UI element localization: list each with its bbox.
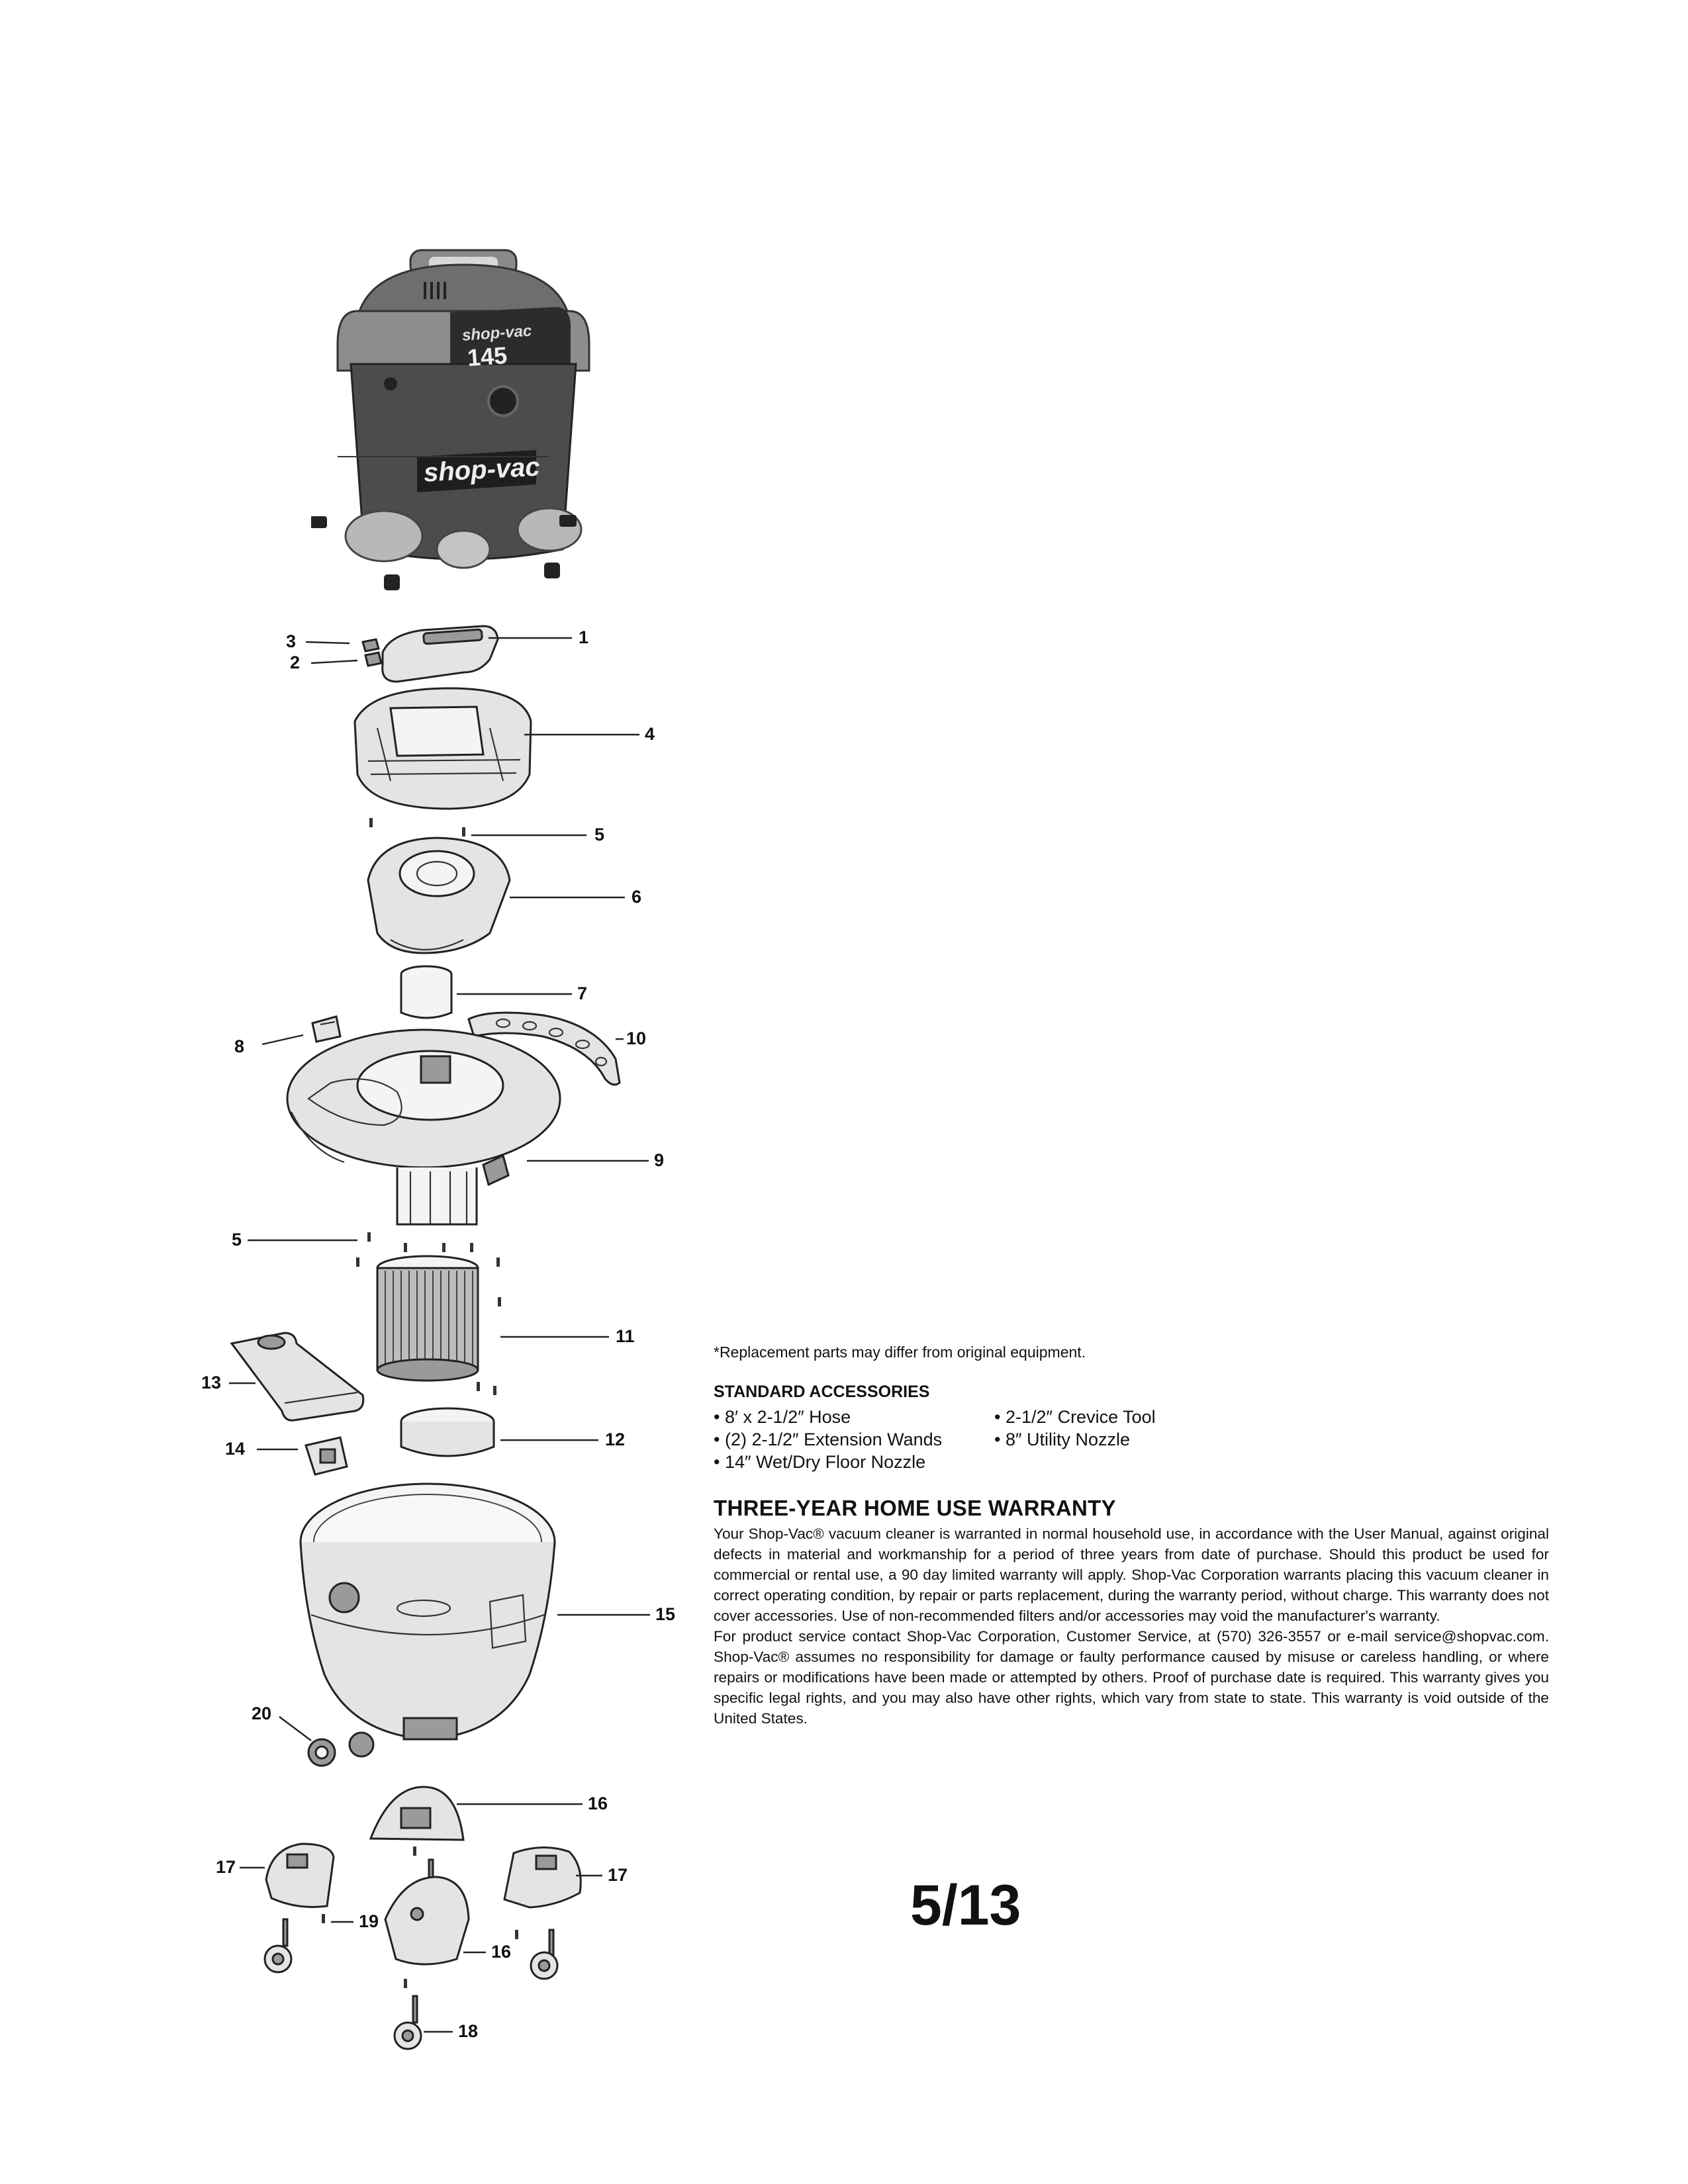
accessories-right-column	[994, 1406, 1156, 1473]
photo-capacity-unit: 5	[492, 341, 508, 370]
standard-accessories	[714, 1383, 1549, 1473]
right-column	[714, 1343, 1549, 1729]
part-20-drain-cap	[308, 1739, 335, 1766]
part-18-caster-bottom	[395, 1996, 421, 2049]
part-6-motor	[368, 838, 510, 953]
part-15-tank	[301, 1484, 555, 1756]
callout-11: 11	[616, 1326, 635, 1346]
part-9-filter-cage	[397, 1167, 477, 1224]
callout-10: 10	[626, 1028, 647, 1048]
warranty-paragraph-2: For product service contact Shop-Vac Corporation, Customer Service, at (570) 326-3557 or e-mail service@shopvac.com. Shop-Vac® assumes no responsibility for damage or faulty performance caused by misuse or careless handling, or where repairs or modifications have been made or attempted by others. Proof of purchase date is required. This warranty gives you specific legal rights, and you may also have other rights, which vary from state to state. This warranty is void outside of the United States.	[714, 1628, 1549, 1727]
part-4-motor-cover	[355, 688, 531, 809]
page-number: 5/13	[910, 1874, 1021, 1937]
callout-3: 3	[286, 631, 297, 651]
part-12-retainer-ring	[401, 1408, 494, 1456]
photo-side-logo: shop-vac	[422, 452, 541, 488]
callout-7: 7	[577, 983, 588, 1003]
accessory-item: • 2-1/2″ Crevice Tool	[994, 1406, 1156, 1428]
callout-18: 18	[458, 2021, 479, 2041]
accessory-item: • 8′ x 2-1/2″ Hose	[714, 1406, 994, 1428]
part-9-lid	[287, 1030, 560, 1185]
part-3-clip	[363, 639, 379, 651]
part-18-caster-right	[531, 1930, 557, 1979]
replacement-disclaimer: *Replacement parts may differ from original equipment.	[714, 1343, 1086, 1361]
photo-top-logo: shop-vac	[461, 322, 533, 345]
part-1-handle	[383, 626, 498, 682]
callout-17-left: 17	[216, 1857, 236, 1877]
accessories-list	[714, 1406, 1549, 1473]
part-2-clip	[365, 653, 381, 666]
part-16-caster-foot-front	[371, 1787, 463, 1840]
part-11-cartridge-filter	[377, 1256, 478, 1381]
exploded-parts-diagram	[0, 0, 715, 2184]
callout-14: 14	[225, 1439, 246, 1459]
part-16-caster-foot-rear	[385, 1877, 469, 1964]
callout-4: 4	[645, 724, 655, 744]
warranty-section	[714, 1496, 1549, 1729]
part-8-latch	[312, 1017, 340, 1042]
callout-17-right: 17	[608, 1865, 628, 1885]
warranty-title: THREE-YEAR HOME USE WARRANTY	[714, 1496, 1116, 1520]
part-5-screws-upper	[369, 818, 465, 837]
accessories-title: STANDARD ACCESSORIES	[714, 1383, 930, 1401]
part-7-filter-sleeve	[401, 966, 451, 1018]
part-18-caster-left	[265, 1919, 291, 1972]
callout-12: 12	[605, 1430, 626, 1449]
callout-16-upper: 16	[588, 1794, 608, 1813]
callout-15: 15	[655, 1604, 676, 1624]
callout-5-upper: 5	[594, 825, 605, 844]
accessory-item: • (2) 2-1/2″ Extension Wands	[714, 1428, 994, 1451]
photo-capacity-number: 14	[466, 342, 495, 372]
callout-16-lower: 16	[491, 1942, 512, 1962]
callout-1: 1	[579, 627, 589, 647]
callout-13: 13	[201, 1373, 222, 1392]
accessory-item: • 14″ Wet/Dry Floor Nozzle	[714, 1451, 994, 1473]
callout-5-lower: 5	[232, 1230, 242, 1250]
warranty-paragraph-1: Your Shop-Vac® vacuum cleaner is warranted in normal household use, in accordance with the User Manual, against original defects in material and workmanship for a period of three years from date of purchase. Should this product be used for commercial or rental use, a 90 day limited warranty will apply. Shop-Vac Corporation warrants placing this vacuum cleaner in correct operating condition, by repair or parts replacement, during the warranty period, without charge. This warranty does not cover accessories. Use of non-recommended filters and/or accessories may void the manufacturer's warranty.	[714, 1525, 1549, 1624]
callout-6: 6	[632, 887, 642, 907]
callout-20: 20	[252, 1704, 272, 1723]
callout-19: 19	[359, 1911, 379, 1931]
part-14-deflector	[306, 1437, 347, 1475]
callout-8: 8	[234, 1036, 245, 1056]
warranty-body	[714, 1524, 1549, 1729]
callout-2: 2	[290, 653, 301, 672]
part-13-filter-bag	[232, 1333, 363, 1420]
accessories-left-column	[714, 1406, 994, 1473]
part-17-caster-foot-right	[504, 1847, 581, 1907]
part-17-caster-foot-left	[266, 1844, 334, 1907]
callout-9: 9	[654, 1150, 665, 1170]
accessory-item: • 8″ Utility Nozzle	[994, 1428, 1156, 1451]
